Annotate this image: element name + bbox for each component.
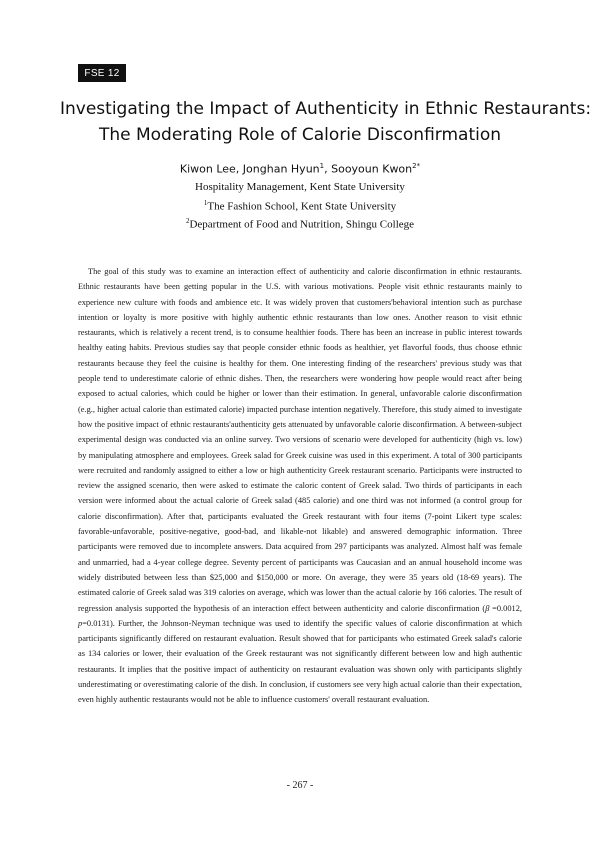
affiliation-sup: 1 xyxy=(203,199,208,207)
beta-symbol: β xyxy=(485,603,490,613)
abstract-part-2: =0.0012, xyxy=(489,603,522,613)
abstract-body xyxy=(78,264,522,708)
affiliation-text: Department of Food and Nutrition, Shingu College xyxy=(189,218,415,231)
session-badge: FSE 12 xyxy=(78,64,126,82)
affiliation-1 xyxy=(0,199,600,213)
page-number: - 267 - xyxy=(286,780,314,791)
affiliation-text: The Fashion School, Kent State University xyxy=(207,200,397,213)
author-list xyxy=(0,162,600,176)
affiliation-0 xyxy=(0,181,600,193)
author-names-2: , Sooyoun Kwon xyxy=(324,162,413,176)
paper-title xyxy=(60,96,592,148)
affiliation-sup: 2 xyxy=(185,217,190,225)
affiliation-2 xyxy=(0,217,600,231)
author-sup-1: 1 xyxy=(319,162,325,170)
title-line-1: Investigating the Impact of Authenticity in Ethnic Restaurants: xyxy=(60,99,592,119)
author-sup-2: 2* xyxy=(412,162,421,170)
title-line-2: The Moderating Role of Calorie Disconfirmation xyxy=(98,125,502,145)
abstract-part-1: The goal of this study was to examine an interaction effect of authenticity and calorie disconfirmation in ethnic restaurants. Ethnic restaurants have been getting popular in the U.S. with various motivations. People visit ethnic restaurants mainly to experience new culture with foods and ambience etc. It was widely proven that customers'behavioral intention such as purchase intention or loyalty is more positive with highly authentic ethnic restaurants than low ones. Another reason to visit ethnic restaurants, which is relatively a recent trend, is to consume healthier foods. There has been an increase in public interest towards healthy eating habits. Previous studies say that people consider ethnic foods as healthier, yet flavorful foods, thus choose ethnic restaurants because they feel the cuisine is healthy for them. One interesting finding of the researchers' previous study was that people tend to underestimate calorie of ethnic dishes. Then, the researchers were wondering how people would react after being exposed to actual calories, which could be higher or lower than their estimation. In general, unfavorable calorie disconfirmation (e.g., higher actual calorie than estimated calorie) impacted purchase intention negatively. Therefore, this study aimed to investigate how the positive impact of ethnic restaurants'authenticity gets attenuated by unfavorable calorie disconfirmation. A between-subject experimental design was conducted via an online survey. Two versions of scenario were developed for authenticity (high vs. low) by manipulating atmosphere and employees. Greek salad for Greek cuisine was used in this experiment. A total of 300 participants were recruited and randomly assigned to either a low or high authenticity Greek restaurant scenario. Participants were instructed to review the assigned scenario, then were asked to estimate the caloric content of Greek salad. Two thirds of participants in each version were informed about the actual calorie of Greek salad (485 calorie) and one third was not informed (a control group for calorie disconfirmation). After that, participants evaluated the Greek restaurant with four items (7-point Likert type scales: favorable-unfavorable, positive-negative, good-bad, and likable-not likable) and answered demographic information. Three participants were removed due to incomplete answers. Data acquired from 297 participants was analyzed. Almost half was female and unmarried, had a 4-year college degree. Seventy percent of participants was Caucasian and an annual household income was widely distributed between less than $25,000 and $150,000 or more. On average, they were 35 years old (18-69 years). The estimated calorie of Greek salad was 319 calories on average, which was lower than the actual calorie by 166 calories. The result of regression analysis supported the hypothesis of an interaction effect between authenticity and calorie disconfirmation ( xyxy=(78,267,522,613)
abstract-part-3: =0.0131). Further, the Johnson-Neyman technique was used to identify the specific values of calorie disconfirmation at which participants significantly differed on restaurant evaluation. Result showed that for participants who estimated Greek salad's calorie as 134 calories or lower, their evaluation of the Greek restaurant was not significantly different between low and high authentic restaurants. It implies that the positive impact of authenticity on restaurant evaluation was shown only with participants slightly underestimating or overestimating calorie of the dish. In conclusion, if customers see very high actual calorie than their expectation, even highly authentic restaurants would not be able to influence customers' overall restaurant evaluation. xyxy=(78,618,522,705)
p-symbol: p xyxy=(78,618,83,628)
affiliation-text: Hospitality Management, Kent State University xyxy=(195,181,405,193)
author-names-1: Kiwon Lee, Jonghan Hyun xyxy=(179,162,320,176)
